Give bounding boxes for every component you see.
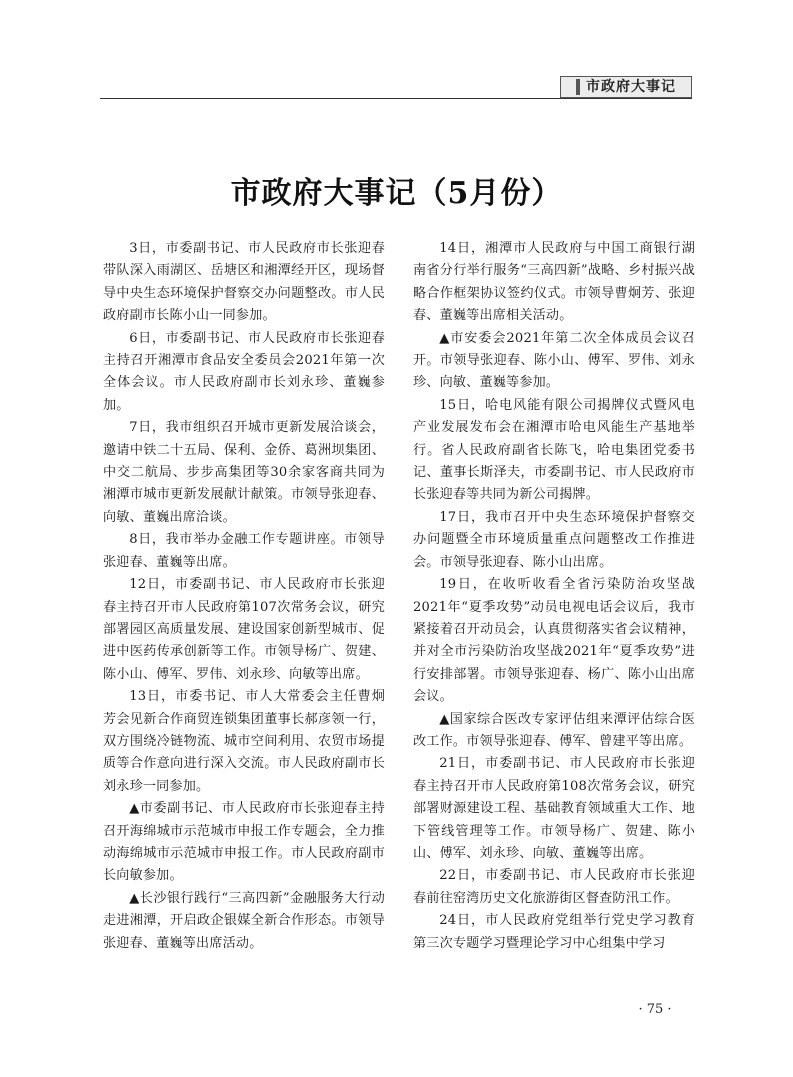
header-rule	[100, 98, 692, 99]
right-column	[413, 238, 695, 955]
page-title: 市政府大事记（5月份）	[230, 176, 563, 211]
right-paragraph: 17日，我市召开中央生态环境保护督察交办问题暨全市环境质量重点问题整改工作推进会。市领导张迎春、陈小山出席。	[413, 509, 695, 570]
right-paragraph: 21日，市委副书记、市人民政府市长张迎春主持召开市人民政府第108次常务会议，研究部署财源建设工程、基础教育领域重大工作、地下管线管理等工作。市领导杨广、贺建、陈小山、傅军、刘永珍、向敏、董巍等出席。	[413, 756, 695, 861]
section-tag	[560, 76, 692, 98]
right-paragraph: ▲国家综合医改专家评估组来潭评估综合医改工作。市领导张迎春、傅军、曾建平等出席。	[413, 711, 695, 749]
right-paragraph: 19日，在收听收看全省污染防治攻坚战2021年“夏季攻势”动员电视电话会议后，我市紧接着召开动员会，认真贯彻落实省会议精神，并对全市污染防治攻坚战2021年“夏季攻势”进行安排部署。市领导张迎春、杨广、陈小山出席会议。	[413, 577, 695, 705]
left-paragraph: 7日，我市组织召开城市更新发展洽谈会，邀请中铁二十五局、保利、金侨、葛洲坝集团、中交二航局、步步高集团等30余家客商共同为湘潭市城市更新发展献计献策。市领导张迎春、向敏、董巍出席洽谈。	[103, 420, 385, 525]
right-paragraph: 24日，市人民政府党组举行党史学习教育第三次专题学习暨理论学习中心组集中学习	[413, 913, 695, 951]
right-paragraph: 14日，湘潭市人民政府与中国工商银行湖南省分行举行服务“三高四新”战略、乡村振兴战略合作框架协议签约仪式。市领导曹炯芳、张迎春、董巍等出席相关活动。	[413, 241, 695, 324]
left-paragraph: ▲市委副书记、市人民政府市长张迎春主持召开海绵城市示范城市申报工作专题会，全力推动海绵城市示范城市申报工作。市人民政府副市长向敏参加。	[103, 801, 385, 884]
right-paragraph: 22日，市委副书记、市人民政府市长张迎春前往窑湾历史文化旅游街区督查防汛工作。	[413, 868, 695, 906]
left-paragraph: 12日，市委副书记、市人民政府市长张迎春主持召开市人民政府第107次常务会议，研究部署园区高质量发展、建设国家创新型城市、促进中医药传承创新等工作。市领导杨广、贺建、陈小山、傅军、罗伟、刘永珍、向敏等出席。	[103, 577, 385, 682]
left-paragraph: 8日，我市举办金融工作专题讲座。市领导张迎春、董巍等出席。	[103, 532, 385, 570]
left-paragraph: ▲长沙银行践行“三高四新”金融服务大行动走进湘潭，开启政企银媒全新合作形态。市领导张迎春、董巍等出席活动。	[103, 890, 385, 951]
left-paragraph: 13日，市委书记、市人大常委会主任曹炯芳会见新合作商贸连锁集团董事长郝彦领一行，双方围绕冷链物流、城市空间利用、农贸市场提质等合作意向进行深入交流。市人民政府副市长刘永珍一同参加。	[103, 689, 385, 794]
left-column	[103, 238, 385, 955]
left-paragraph: 3日，市委副书记、市人民政府市长张迎春带队深入雨湖区、岳塘区和湘潭经开区，现场督导中央生态环境保护督察交办问题整改。市人民政府副市长陈小山一同参加。	[103, 241, 385, 324]
right-paragraph: ▲市安委会2021年第二次全体成员会议召开。市领导张迎春、陈小山、傅军、罗伟、刘永珍、向敏、董巍等参加。	[413, 330, 695, 391]
page-number: · 75 ·	[638, 1002, 672, 1017]
section-tag-label: 市政府大事记	[576, 79, 676, 95]
right-paragraph: 15日，哈电风能有限公司揭牌仪式暨风电产业发展发布会在湘潭市哈电风能生产基地举行。省人民政府副省长陈飞，哈电集团党委书记、董事长斯泽夫，市委副书记、市人民政府市长张迎春等共同为新公司揭牌。	[413, 397, 695, 503]
left-paragraph: 6日，市委副书记、市人民政府市长张迎春主持召开湘潭市食品安全委员会2021年第一次全体会议。市人民政府副市长刘永珍、董巍参加。	[103, 330, 385, 413]
